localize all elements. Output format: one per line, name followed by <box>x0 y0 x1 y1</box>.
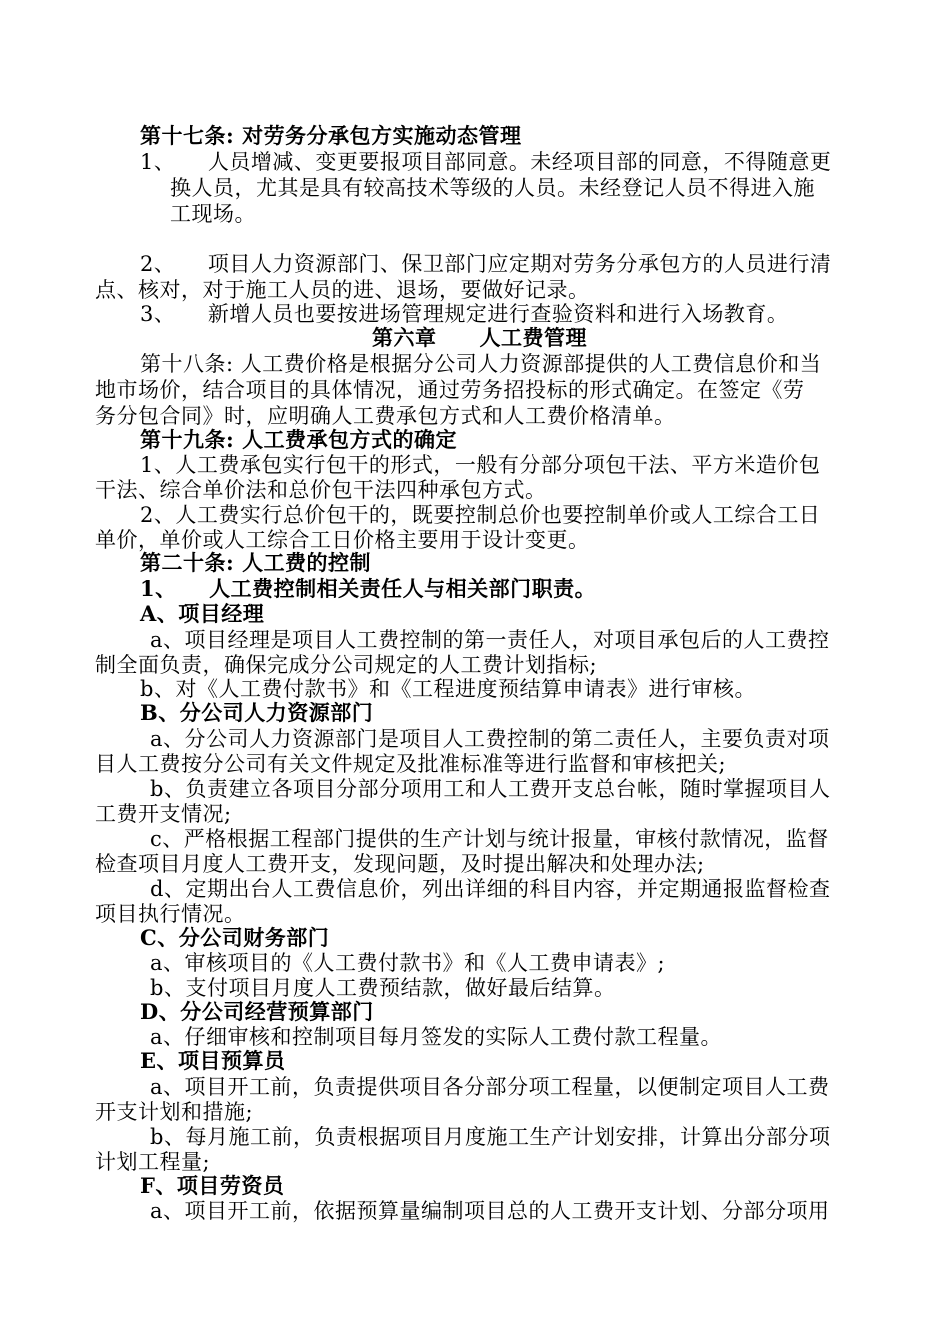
paragraph-line: 项目执行情况。 <box>95 902 246 926</box>
paragraph-line: 目人工费按分公司有关文件规定及批准标准等进行监督和审核把关; <box>95 752 727 776</box>
paragraph-line: 2、人工费实行总价包干的，既要控制总价也要控制单价或人工综合工日 <box>140 503 821 527</box>
paragraph-line: 干法、综合单价法和总价包干法四种承包方式。 <box>95 478 547 502</box>
paragraph-line: 检查项目月度人工费开支，发现问题，及时提出解决和处理办法; <box>95 852 705 876</box>
section-heading: B、分公司人力资源部门 <box>140 700 374 725</box>
paragraph-line: 务分包合同》时，应明确人工费承包方式和人工费价格清单。 <box>95 404 676 428</box>
article-17-heading: 第十七条: 对劳务分承包方实施动态管理 <box>140 123 522 148</box>
paragraph-line: b、对《人工费付款书》和《工程进度预结算申请表》进行审核。 <box>140 677 756 701</box>
section-heading: A、项目经理 <box>140 601 265 626</box>
article-19-heading: 第十九条: 人工费承包方式的确定 <box>140 427 458 452</box>
paragraph-line: 第十八条: 人工费价格是根据分公司人力资源部提供的人工费信息价和当 <box>140 352 822 376</box>
paragraph-line: a、项目开工前，负责提供项目各分部分项工程量，以便制定项目人工费 <box>150 1075 830 1099</box>
section-heading: 1、 人工费控制相关责任人与相关部门职责。 <box>140 576 597 601</box>
paragraph-line: a、分公司人力资源部门是项目人工费控制的第二责任人，主要负责对项 <box>150 727 830 751</box>
paragraph-line: 开支计划和措施; <box>95 1100 254 1124</box>
paragraph-line: 1、人工费承包实行包干的形式，一般有分部分项包干法、平方米造价包 <box>140 453 821 477</box>
article-20-heading: 第二十条: 人工费的控制 <box>140 550 372 575</box>
paragraph-line: 单价，单价或人工综合工日价格主要用于设计变更。 <box>95 528 590 552</box>
paragraph-line: a、项目开工前，依据预算量编制项目总的人工费开支计划、分部分项用 <box>150 1199 830 1223</box>
paragraph-line: a、仔细审核和控制项目每月签发的实际人工费付款工程量。 <box>150 1025 723 1049</box>
paragraph-line: 换人员，尤其是具有较高技术等级的人员。未经登记人员不得进入施 <box>170 176 815 200</box>
section-heading: C、分公司财务部门 <box>140 925 330 950</box>
paragraph-line: b、每月施工前，负责根据项目月度施工生产计划安排，计算出分部分项 <box>150 1125 831 1149</box>
paragraph-line: b、负责建立各项目分部分项用工和人工费开支总台帐，随时掌握项目人 <box>150 777 831 801</box>
paragraph-line: 2、 项目人力资源部门、保卫部门应定期对劳务分承包方的人员进行清 <box>140 252 832 276</box>
paragraph-line: 地市场价，结合项目的具体情况，通过劳务招投标的形式确定。在签定《劳 <box>95 378 805 402</box>
paragraph-line: 计划工程量; <box>95 1150 211 1174</box>
paragraph-line: c、严格根据工程部门提供的生产计划与统计报量，审核付款情况，监督 <box>150 827 829 851</box>
chapter-6-title: 第六章 人工费管理 <box>372 325 587 350</box>
paragraph-line: b、支付项目月度人工费预结款，做好最后结算。 <box>150 976 616 1000</box>
section-heading: E、项目预算员 <box>140 1048 286 1073</box>
paragraph-line: 制全面负责，确保完成分公司规定的人工费计划指标; <box>95 653 598 677</box>
paragraph-line: a、审核项目的《人工费付款书》和《人工费申请表》; <box>150 951 666 975</box>
paragraph-line: d、定期出台人工费信息价，列出详细的科目内容，并定期通报监督检查 <box>150 877 831 901</box>
paragraph-line: 工现场。 <box>170 202 256 226</box>
paragraph-line: 1、 人员增减、变更要报项目部同意。未经项目部的同意，不得随意更 <box>140 150 832 174</box>
paragraph-line: a、项目经理是项目人工费控制的第一责任人，对项目承包后的人工费控 <box>150 628 830 652</box>
section-heading: D、分公司经营预算部门 <box>140 999 374 1024</box>
paragraph-line: 3、 新增人员也要按进场管理规定进行查验资料和进行入场教育。 <box>140 302 789 326</box>
section-heading: F、项目劳资员 <box>140 1173 285 1198</box>
paragraph-line: 工费开支情况; <box>95 802 232 826</box>
paragraph-line: 点、核对，对于施工人员的进、退场，要做好记录。 <box>95 278 590 302</box>
